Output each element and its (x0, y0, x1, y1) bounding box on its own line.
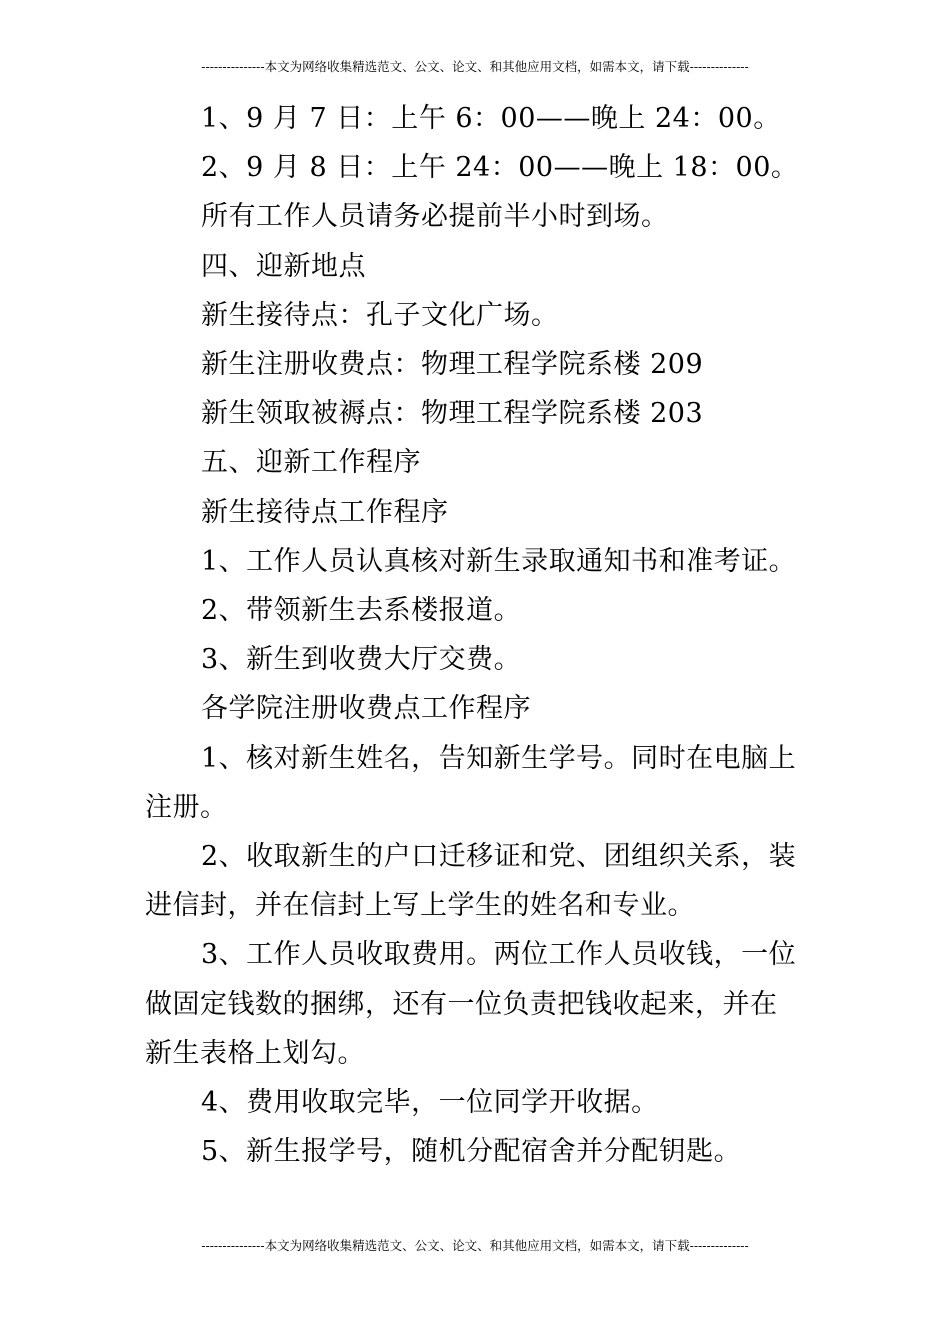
page-header-note: ---------------本文为网络收集精选范文、公文、论文、和其他应用文档，如需本文，请下载-------------- (201, 59, 749, 74)
schedule-day-1: 1、9 月 7 日：上午 6：00——晚上 24：00。 (201, 103, 781, 134)
reception-step-2: 2、带领新生去系楼报道。 (201, 595, 522, 627)
registration-step-5: 5、新生报学号，随机分配宿舍并分配钥匙。 (201, 1136, 742, 1168)
subheading-registration-procedure: 各学院注册收费点工作程序 (201, 693, 531, 725)
section-heading-location: 四、迎新地点 (201, 250, 366, 282)
schedule-day-2: 2、9 月 8 日：上午 24：00——晚上 18：00。 (201, 152, 799, 184)
registration-step-2-line-2: 进信封，并在信封上写上学生的姓名和专业。 (145, 890, 695, 922)
reception-step-3: 3、新生到收费大厅交费。 (201, 644, 522, 676)
registration-step-2-line-1: 2、收取新生的户口迁移证和党、团组织关系，装 (201, 841, 797, 873)
registration-step-4: 4、费用收取完毕，一位同学开收据。 (201, 1087, 659, 1119)
reception-point: 新生接待点：孔子文化广场。 (201, 299, 559, 331)
arrival-note: 所有工作人员请务必提前半小时到场。 (201, 201, 669, 233)
reception-step-1: 1、工作人员认真核对新生录取通知书和准考证。 (201, 545, 797, 577)
page-footer-note: ---------------本文为网络收集精选范文、公文、论文、和其他应用文档，如需本文，请下载-------------- (201, 1238, 749, 1253)
registration-step-1-line-2: 注册。 (145, 791, 228, 823)
registration-step-3-line-2: 做固定钱数的捆绑，还有一位负责把钱收起来，并在 (145, 988, 778, 1020)
registration-step-3-line-1: 3、工作人员收取费用。两位工作人员收钱，一位 (201, 939, 797, 971)
document-body (145, 94, 810, 1176)
bedding-point: 新生领取被褥点：物理工程学院系楼 203 (201, 398, 704, 430)
subheading-reception-procedure: 新生接待点工作程序 (201, 496, 449, 528)
registration-step-1-line-1: 1、核对新生姓名，告知新生学号。同时在电脑上 (201, 742, 797, 774)
registration-point: 新生注册收费点：物理工程学院系楼 209 (201, 349, 704, 381)
registration-step-3-line-3: 新生表格上划勾。 (145, 1037, 365, 1069)
section-heading-procedure: 五、迎新工作程序 (201, 447, 421, 479)
